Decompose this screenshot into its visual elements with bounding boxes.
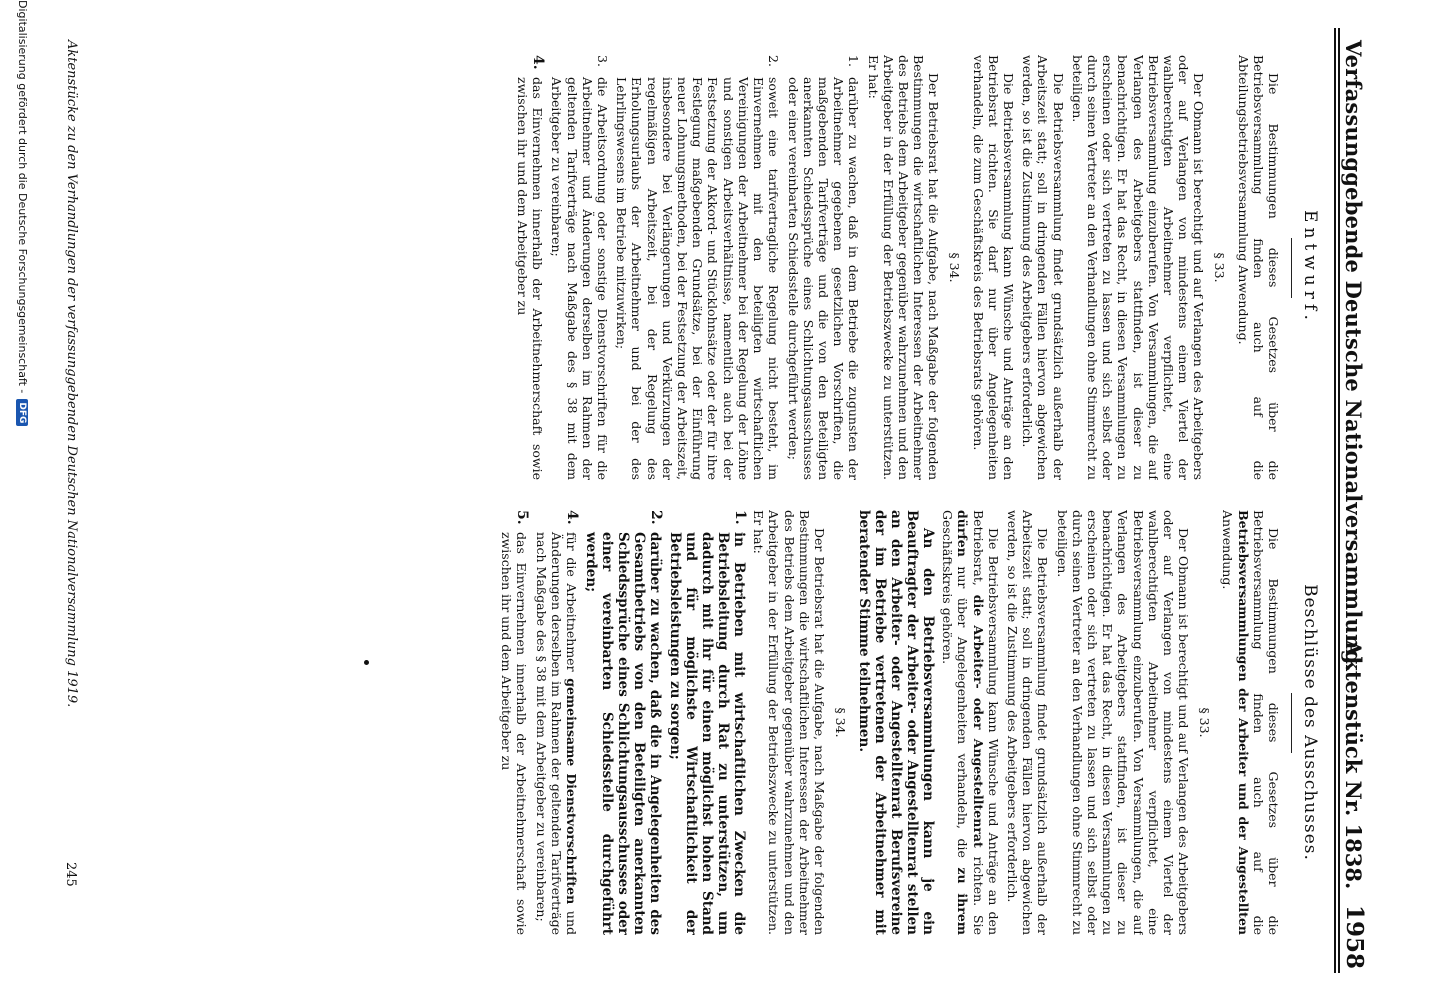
s33-paragraph-1: Der Obmann ist berechtigt und auf Verlangen des Arbeitgebers oder auf Verlangen von mindestens einem Viertel der wahlberechtigten Arbeitnehmer verpflichtet, eine Betriebsversammlung einzuberufen. Von Versammlungen, die auf Verlangen des Arbeitgebers stattfinden, ist dieser zu benachrichtigen. Er hat das Recht, in diesen Versammlungen zu erscheinen oder sich vertreten zu lassen und sich selbst oder durch seinen Vertreter an den Verhandlungen ohne Stimmrecht zu beteiligen. — [1054, 510, 1192, 935]
list-item-text: darüber zu wachen, daß die in Angelegenheiten des Gesamtbetriebs von den Beteiligten anerkannten Schiedssprüche eines Schlichtungsausschusses oder einer vereinbarten Schiedsstelle durchgeführt werden; — [582, 532, 663, 935]
column-beschluesse — [266, 510, 1326, 935]
section-heading-34: § 34. — [947, 252, 963, 283]
digitization-credit — [16, 0, 29, 1000]
list-item-number: 2. — [647, 510, 664, 525]
dfg-logo: DFG — [17, 399, 29, 426]
list-item — [785, 55, 861, 480]
list-item-text: darüber zu wachen, daß in dem Betriebe die zugunsten der Arbeitnehmer gegebenen gesetzlichen Vorschriften, die maßgebenden Tarifverträge und die von den Beteiligten anerkannten Schiedssprüche eines Schlichtungsausschusses oder einer vereinbarten Schiedsstelle durchgeführt werden; — [785, 77, 862, 480]
title-rule — [1291, 238, 1292, 298]
column-title-beschluesse: Beschlüsse des Ausschusses. — [1300, 584, 1320, 861]
list-item — [499, 510, 529, 935]
s34-intro: Der Betriebsrat hat die Aufgabe, nach Maßgabe der folgenden Bestimmungen die wirtschaftlichen Interessen der Arbeitnehmer des Betriebs dem Arbeitgeber gegenüber wahrzunehmen und den Arbeitgeber in der Erfüllung der Betriebszwecke zu unterstützen. Er hat: — [751, 510, 827, 935]
header-aktenstueck: Aktenstück Nr. 1838. — [1341, 640, 1366, 890]
header-page-number: 1958 — [1341, 905, 1368, 970]
list-item-text: soweit eine tarifvertragliche Regelung nicht besteht, im Einvernehmen mit den beteiligten wirtschaftlichen Vereinigungen der Arbeitnehmer bei der Regelung der Löhne und sonstigen Arbeitsverhältnisse, namentlich auch bei der Festsetzung der Akkord- und Stücklohnsätze oder der für ihre Festlegung maßgebenden Grundsätze, bei der Einführung neuer Lohnungsmethoden, bei der Festsetzung der Arbeitszeit, insbesondere bei Verlängerungen und Verkürzungen der regelmäßigen Arbeitszeit, bei der Regelung des Erholungsurlaubs der Arbeitnehmer und bei der des Lehrlingswesens im Betriebe mitzuwirken; — [614, 77, 782, 480]
list-item-text: das Einvernehmen innerhalb der Arbeitnehmerschaft sowie zwischen ihr und dem Arbeitgeber zu — [515, 77, 546, 480]
list-item — [549, 55, 610, 480]
intro-paragraph: Die Bestimmungen dieses Gesetzes über die Betriebsversammlung finden auch auf die Betriebsversammlungen der Arbeiter und der Angestellten Anwendung. — [1220, 510, 1281, 935]
list-item-number: 1. — [731, 510, 748, 525]
section-heading-33: § 33. — [1212, 252, 1228, 283]
footer-note: Aktenstücke zu den Verhandlungen der verfassunggebenden Deutschen Nationalversammlung 1919. — [64, 40, 79, 708]
s33-paragraph-3: Die Betriebsversammlung kann Wünsche und Anträge an den Betriebsrat, die Arbeiter- oder Angestelltenrat richten. Sie dürfen nur über Angelegenheiten verhandeln, die zu ihrem Geschäftskreis gehören. — [940, 510, 1001, 935]
column-entwurf — [266, 55, 1326, 480]
s33-paragraph-1: Der Obmann ist berechtigt und auf Verlangen des Arbeitgebers oder auf Verlangen von mindestens einem Viertel der wahlberechtigten Arbeitnehmer verpflichtet, eine Betriebsversammlung einzuberufen. Von Versammlungen, die auf Verlangen des Arbeitgebers stattfinden, ist dieser zu benachrichtigen. Er hat das Recht, in diesen Versammlungen zu erscheinen oder sich vertreten zu lassen und sich selbst oder durch seinen Vertreter an den Verhandlungen ohne Stimmrecht zu beteiligen. — [1069, 55, 1207, 480]
list-item-text: in Betrieben mit wirtschaftlichen Zwecken die Betriebsleitung durch Rat zu unterstützen, um dadurch mit ihr für einen möglichst hohen Stand und für möglichste Wirtschaftlichkeit der Betriebsleistungen zu sorgen; — [666, 532, 747, 935]
list-item-number: 2. — [766, 55, 782, 67]
list-item-text: das Einvernehmen innerhalb der Arbeitnehmerschaft sowie zwischen ihr und dem Arbeitgeber zu — [499, 532, 530, 935]
list-item — [515, 55, 545, 480]
list-item-number: 1. — [846, 55, 862, 67]
list-item-text: für die Arbeitnehmer gemeinsame Dienstvorschriften und Änderungen derselben im Rahmen der geltenden Tarifverträge nach Maßgabe des § 38 mit dem Arbeitgeber zu vereinbaren; — [533, 532, 579, 935]
header-rule-top — [1338, 28, 1340, 973]
s33-paragraph-3: Die Betriebsversammlung kann Wünsche und Anträge an den Betriebsrat richten. Sie darf nur über Angelegenheiten verhandeln, die zum Geschäftskreis des Betriebsrats gehören. — [970, 55, 1016, 480]
ink-dot — [364, 660, 369, 665]
s33-paragraph-2: Die Betriebsversammlung findet grundsätzlich außerhalb der Arbeitszeit statt; soll in dringenden Fällen hiervon abgewichen werden, so ist die Zustimmung des Arbeitgebers erforderlich. — [1020, 55, 1066, 480]
list-item — [533, 510, 579, 935]
list-item — [667, 510, 747, 935]
list-item — [583, 510, 663, 935]
s33-paragraph-4: An den Betriebsversammlungen kann je ein Beauftragter der Arbeiter- oder Angestelltenrat stellen an den Arbeiter- oder Angestelltenrat Berufsvereine der im Betriebe vertretenen der Arbeitnehmer mit beratender Stimme teilnehmen. — [855, 510, 936, 935]
section-heading-33: § 33. — [1197, 707, 1213, 738]
credit-text: Digitalisierung gefördert durch die Deutsche Forschungsgemeinschaft - — [16, 0, 29, 394]
list-item-number: 4. — [530, 55, 547, 70]
section-heading-34: § 34. — [832, 707, 848, 738]
list-item-number: 4. — [563, 510, 580, 525]
folio-number: 245 — [63, 862, 78, 887]
list-item-text: die Arbeitsordnung oder sonstige Dienstvorschriften für die Arbeitnehmer und Änderungen derselben im Rahmen der geltenden Tarifverträge nach Maßgabe des § 38 mit dem Arbeitgeber zu vereinbaren; — [549, 77, 611, 480]
s34-intro: Der Betriebsrat hat die Aufgabe, nach Maßgabe der folgenden Bestimmungen die wirtschaftlichen Interessen der Arbeitnehmer des Betriebs dem Arbeitgeber gegenüber wahrzunehmen und den Arbeitgeber in der Erfüllung der Betriebszwecke zu unterstützen. Er hat: — [865, 55, 942, 480]
intro-paragraph: Die Bestimmungen dieses Gesetzes über die Betriebsversammlung finden auch auf die Abteilungsbetriebsversammlung Anwendung. — [1235, 55, 1281, 480]
list-item-number: 5. — [514, 510, 531, 525]
header-rule-bottom — [1334, 28, 1336, 973]
list-item — [614, 55, 781, 480]
column-title-entwurf: Entwurf. — [1300, 210, 1320, 325]
title-rule — [1291, 693, 1292, 753]
header-title: Verfassunggebende Deutsche Nationalversammlung. — [1341, 40, 1366, 672]
list-item-number: 3. — [595, 55, 611, 67]
s33-paragraph-2: Die Betriebsversammlung findet grundsätzlich außerhalb der Arbeitszeit statt; soll in dringenden Fällen hiervon abgewichen werden, so ist die Zustimmung des Arbeitgebers erforderlich. — [1004, 510, 1051, 935]
